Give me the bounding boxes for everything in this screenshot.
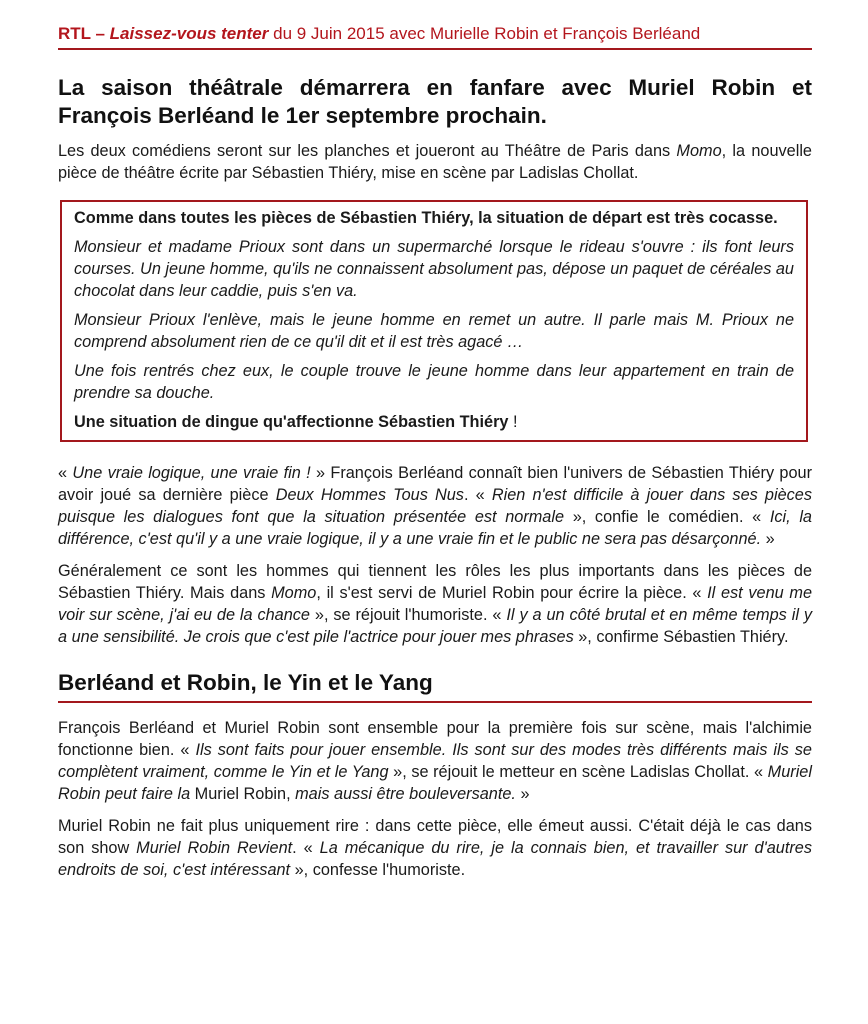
- p3-text-4: »: [515, 785, 530, 803]
- section-heading: Berléand et Robin, le Yin et le Yang: [58, 668, 812, 703]
- synopsis-box: [60, 200, 808, 442]
- p4-text-1: Muriel Robin ne fait plus uniquement rire : dans cette pièce, elle émeut aussi. C'était déjà le cas dans son show: [58, 817, 812, 857]
- p2-text-4: », confirme Sébastien Thiéry.: [573, 628, 789, 646]
- p3-text-3: Muriel Robin,: [190, 785, 296, 803]
- synopsis-paragraph-3: Une fois rentrés chez eux, le couple trouve le jeune homme dans leur appartement en train de prendre sa douche.: [74, 362, 794, 402]
- synopsis-closing: [74, 411, 794, 433]
- synopsis-heading: Comme dans toutes les pièces de Sébastien Thiéry, la situation de départ est très cocasse.: [74, 209, 778, 227]
- p1-quote-3: Ici, la différence, c'est qu'il y a une vraie logique, il y a une vraie fin et le public ne sera pas désarçonné.: [58, 508, 812, 548]
- p2-text-2: , il s'est servi de Muriel Robin pour écrire la pièce. «: [316, 584, 708, 602]
- header-dash: –: [90, 24, 110, 43]
- p4-text-2: . «: [292, 839, 320, 857]
- p1-text-2: . «: [463, 486, 492, 504]
- intro-text-1: Les deux comédiens seront sur les planches et joueront au Théâtre de Paris dans: [58, 142, 677, 160]
- synopsis-closing-bold: Une situation de dingue qu'affectionne Sébastien Thiéry: [74, 413, 509, 431]
- intro-play-title: Momo: [676, 142, 722, 160]
- p3-quote-2a: Muriel Robin peut faire la: [58, 763, 812, 803]
- p1-quote-2: Rien n'est difficile à jouer dans ses pièces puisque les dialogues font que la situation présentée est normale: [58, 486, 812, 526]
- p2-text-3: », se réjouit l'humoriste. «: [310, 606, 507, 624]
- p1-play-title: Deux Hommes Tous Nus: [275, 486, 464, 504]
- header-brand: RTL: [58, 24, 91, 43]
- p2-quote-1: Il est venu me voir sur scène, j'ai eu de la chance: [58, 584, 812, 624]
- paragraph-yin-yang: [58, 717, 812, 805]
- lead-title: La saison théâtrale démarrera en fanfare avec Muriel Robin et François Berléand le 1er septembre prochain.: [58, 75, 812, 128]
- p2-play-title: Momo: [271, 584, 317, 602]
- p3-text-2: », se réjouit le metteur en scène Ladislas Chollat. «: [388, 763, 768, 781]
- article-page: [58, 0, 812, 881]
- header-date-guests: du 9 Juin 2015 avec Murielle Robin et François Berléand: [268, 24, 701, 43]
- intro-text-2: , la nouvelle pièce de théâtre écrite par Sébastien Thiéry, mise en scène par Ladislas Chollat.: [58, 142, 812, 182]
- paragraph-robin: [58, 815, 812, 881]
- p3-quote-2b: mais aussi être bouleversante.: [295, 785, 516, 803]
- synopsis-paragraph-1: Monsieur et madame Prioux sont dans un supermarché lorsque le rideau s'ouvre : ils font leurs courses. Un jeune homme, qu'ils ne connaissent absolument pas, dépose un paquet de céréales au chocolat dans leur caddie, puis s'en va.: [74, 238, 794, 300]
- running-header: [58, 24, 812, 50]
- paragraph-thiery: [58, 560, 812, 648]
- p4-text-3: », confesse l'humoriste.: [290, 861, 466, 879]
- p4-quote: La mécanique du rire, je la connais bien, et travailler sur d'autres endroits de soi, c'est intéressant: [58, 839, 812, 879]
- p3-text-1: François Berléand et Muriel Robin sont ensemble pour la première fois sur scène, mais l'alchimie fonctionne bien. «: [58, 719, 812, 759]
- synopsis-paragraph-2: Monsieur Prioux l'enlève, mais le jeune homme en remet un autre. Il parle mais M. Prioux ne comprend absolument rien de ce qu'il dit et il est très agacé …: [74, 311, 794, 351]
- p1-quote-1: Une vraie logique, une vraie fin !: [72, 464, 311, 482]
- p3-quote-1: Ils sont faits pour jouer ensemble. Ils sont sur des modes très différents mais ils se complètent vraiment, comme le Yin et le Yang: [58, 741, 812, 781]
- p1-text-1: » François Berléand connaît bien l'univers de Sébastien Thiéry pour avoir joué sa dernière pièce: [58, 464, 812, 504]
- intro-paragraph: [58, 140, 812, 184]
- header-show-title: Laissez-vous tenter: [109, 24, 269, 43]
- p2-quote-2: Il y a un côté brutal et en même temps il y a une sensibilité. Je crois que c'est pile l'actrice pour jouer mes phrases: [58, 606, 812, 646]
- synopsis-closing-end: !: [508, 413, 518, 431]
- p1-text-4: »: [761, 530, 775, 548]
- paragraph-berleand: [58, 462, 812, 550]
- p2-text-1: Généralement ce sont les hommes qui tiennent les rôles les plus importants dans les pièces de Sébastien Thiéry. Mais dans: [58, 562, 812, 602]
- p1-q1: «: [58, 464, 73, 482]
- p4-show-title: Muriel Robin Revient: [136, 839, 293, 857]
- p1-text-3: », confie le comédien. «: [564, 508, 770, 526]
